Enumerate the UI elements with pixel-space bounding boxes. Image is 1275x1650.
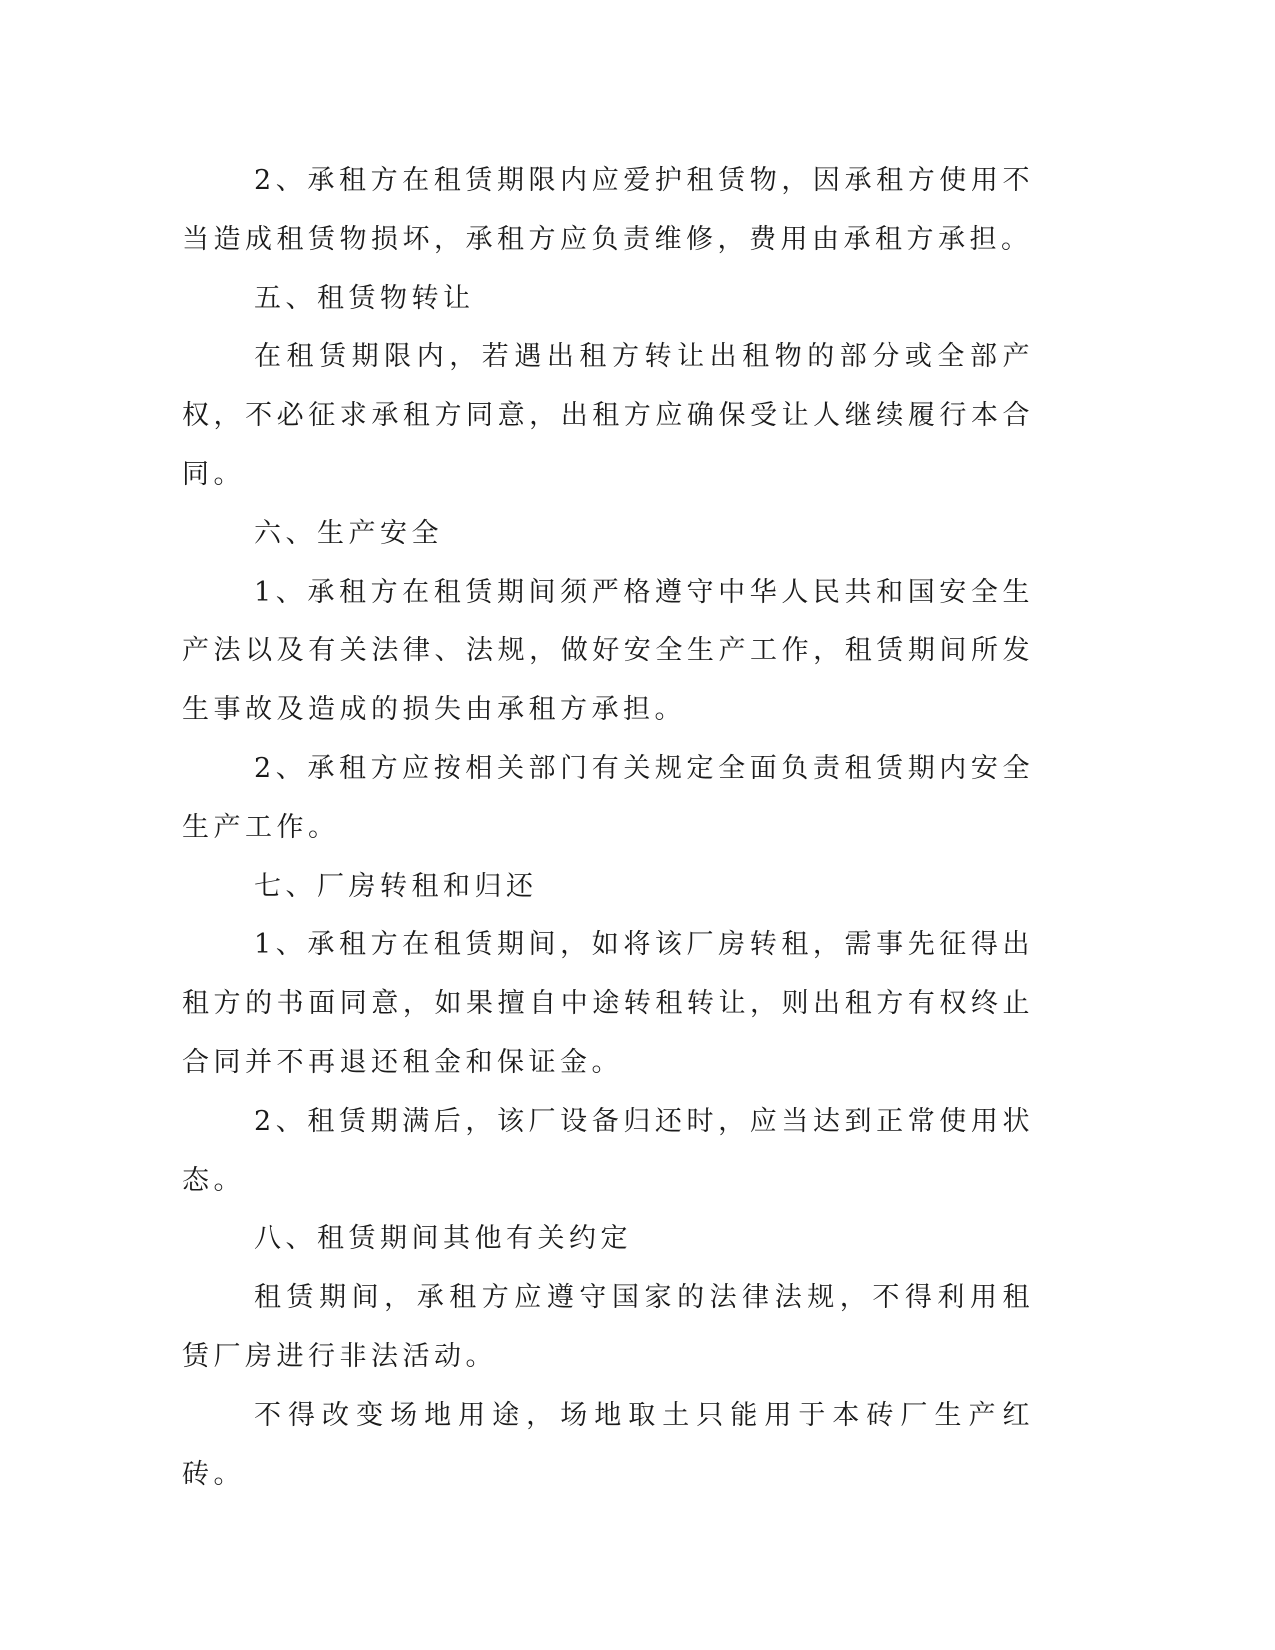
paragraph-land-use: 不得改变场地用途，场地取土只能用于本砖厂生产红砖。 bbox=[182, 1399, 1034, 1490]
paragraph-safety-responsibility: 2、承租方应按相关部门有关规定全面负责租赁期内安全生产工作。 bbox=[182, 752, 1034, 843]
section-heading-safety: 六、生产安全 bbox=[254, 517, 443, 549]
paragraph-legal-compliance: 租赁期间，承租方应遵守国家的法律法规，不得利用租赁厂房进行非法活动。 bbox=[182, 1282, 1034, 1372]
section-heading-transfer: 五、租赁物转让 bbox=[254, 282, 475, 314]
paragraph-repair-responsibility: 2、承租方在租赁期限内应爱护租赁物，因承租方使用不当造成租赁物损坏，承租方应负责维修，费用由承租方承担。 bbox=[182, 165, 1034, 255]
section-heading-sublease-return: 七、厂房转租和归还 bbox=[254, 870, 538, 902]
paragraph-transfer-terms: 在租赁期限内，若遇出租方转让出租物的部分或全部产权，不必征求承租方同意，出租方应确保受让人继续履行本合同。 bbox=[182, 341, 1034, 490]
section-heading-other-terms: 八、租赁期间其他有关约定 bbox=[254, 1223, 632, 1255]
paragraph-return-condition: 2、租赁期满后，该厂设备归还时，应当达到正常使用状态。 bbox=[182, 1105, 1034, 1196]
paragraph-sublease-terms: 1、承租方在租赁期间，如将该厂房转租，需事先征得出租方的书面同意，如果擅自中途转租转让，则出租方有权终止合同并不再退还租金和保证金。 bbox=[182, 929, 1034, 1078]
document-body bbox=[182, 152, 1034, 1504]
paragraph-safety-law: 1、承租方在租赁期间须严格遵守中华人民共和国安全生产法以及有关法律、法规，做好安全生产工作，租赁期间所发生事故及造成的损失由承租方承担。 bbox=[182, 576, 1034, 726]
